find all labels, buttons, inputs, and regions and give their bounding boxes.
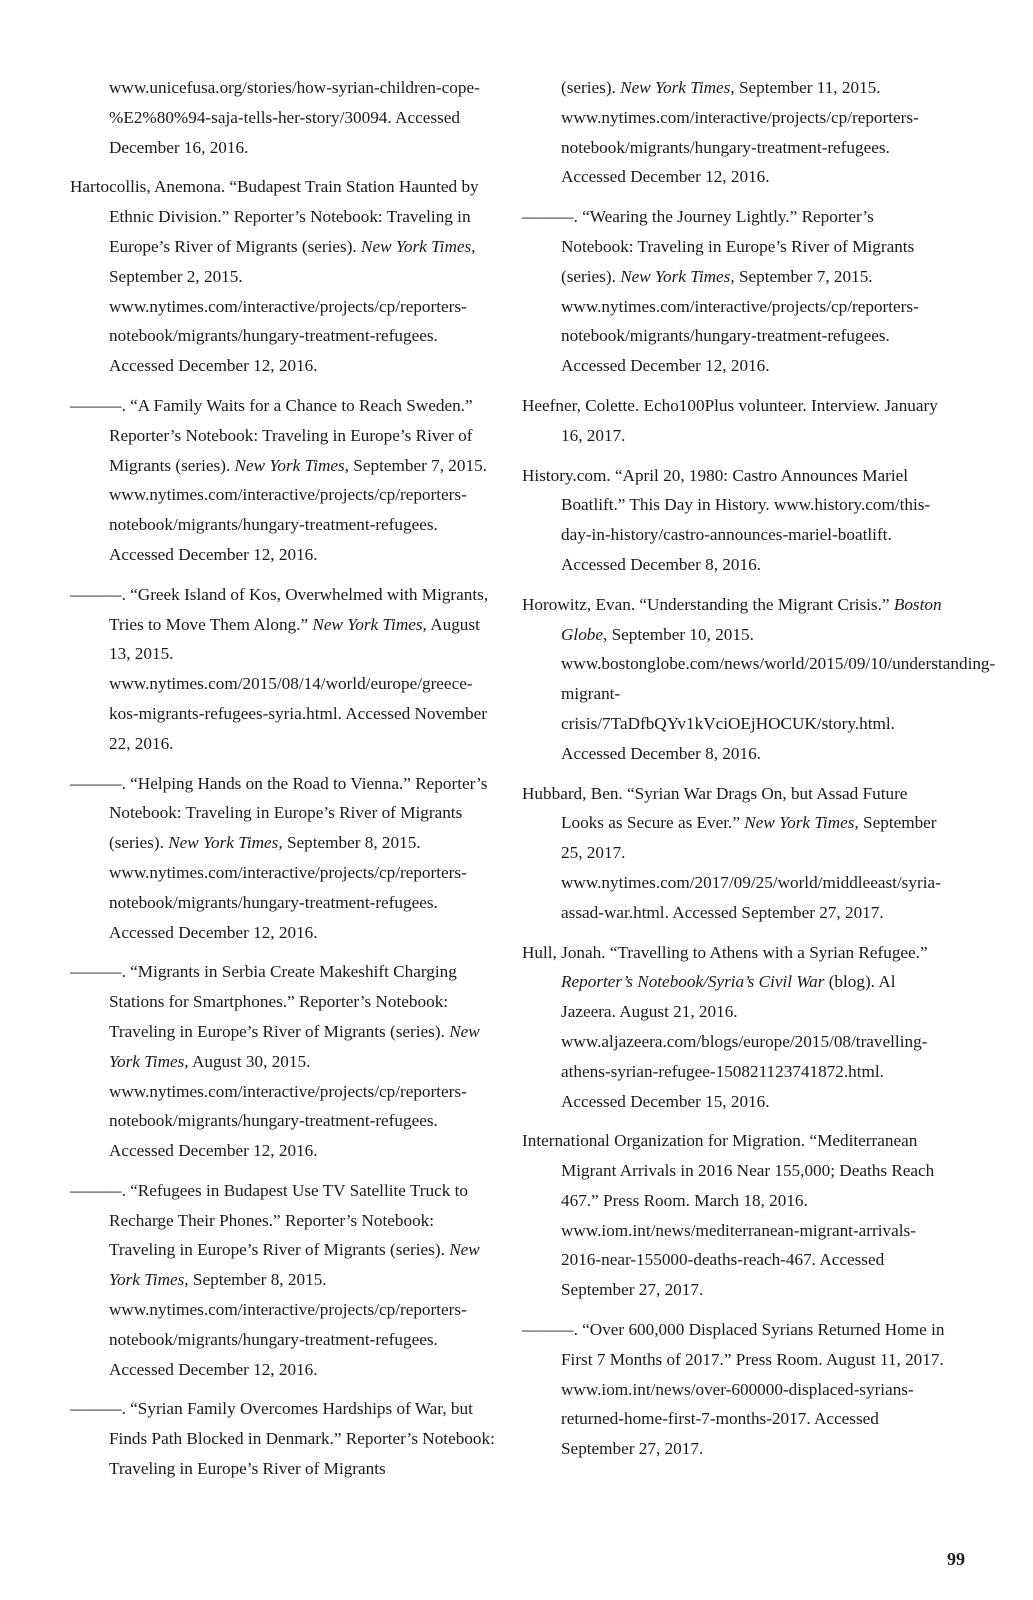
- bibliography-column-left: [70, 73, 495, 1494]
- bibliography-entry: ———. “Refugees in Budapest Use TV Satellite Truck to Recharge Their Phones.” Reporter’s Notebook: Traveling in Europe’s River of Migrants (series). New York Times, September 8, 2015. www.nytimes.com/interactive/projects/cp/reporters-notebook/migrants/hungary-treatment-refugees. Accessed December 12, 2016.: [70, 1180, 480, 1379]
- bibliography-entry: ———. “A Family Waits for a Chance to Reach Sweden.” Reporter’s Notebook: Traveling in Europe’s River of Migrants (series). New York Times, September 7, 2015. www.nytimes.com/interactive/projects/cp/reporters-notebook/migrants/hungary-treatment-refugees. Accessed December 12, 2016.: [70, 395, 487, 564]
- bibliography-entry: www.unicefusa.org/stories/how-syrian-children-cope-%E2%80%94-saja-tells-her-story/30094. Accessed December 16, 2016.: [109, 78, 480, 157]
- bibliography-entry: ———. “Syrian Family Overcomes Hardships of War, but Finds Path Blocked in Denmark.” Reporter’s Notebook: Traveling in Europe’s River of Migrants: [70, 1399, 495, 1479]
- bibliography-entry: ———. “Migrants in Serbia Create Makeshift Charging Stations for Smartphones.” Reporter’s Notebook: Traveling in Europe’s River of Migrants (series). New York Times, August 30, 2015. www.nytimes.com/interactive/projects/cp/reporters-notebook/migrants/hungary-treatment-refugees. Accessed December 12, 2016.: [70, 962, 480, 1161]
- bibliography-entry: History.com. “April 20, 1980: Castro Announces Mariel Boatlift.” This Day in History. www.history.com/this-day-in-history/castro-announces-mariel-boatlift. Accessed December 8, 2016.: [522, 465, 931, 574]
- bibliography-entry: Heefner, Colette. Echo100Plus volunteer. Interview. January 16, 2017.: [522, 395, 938, 445]
- bibliography-entry: Hubbard, Ben. “Syrian War Drags On, but Assad Future Looks as Secure as Ever.” New York Times, September 25, 2017. www.nytimes.com/2017/09/25/world/middleeast/syria-assad-war.html. Accessed September 27, 2017.: [522, 783, 941, 922]
- bibliography-column-right: [522, 73, 996, 1474]
- bibliography-entry: (series). New York Times, September 11, 2015. www.nytimes.com/interactive/projects/cp/reporters-notebook/migrants/hungary-treatment-refugees. Accessed December 12, 2016.: [561, 78, 919, 187]
- bibliography-entry: ———. “Helping Hands on the Road to Vienna.” Reporter’s Notebook: Traveling in Europe’s River of Migrants (series). New York Times, September 8, 2015. www.nytimes.com/interactive/projects/cp/reporters-notebook/migrants/hungary-treatment-refugees. Accessed December 12, 2016.: [70, 773, 488, 942]
- page-number: 99: [947, 1549, 965, 1569]
- bibliography-entry: ———. “Wearing the Journey Lightly.” Reporter’s Notebook: Traveling in Europe’s River of Migrants (series). New York Times, September 7, 2015. www.nytimes.com/interactive/projects/cp/reporters-notebook/migrants/hungary-treatment-refugees. Accessed December 12, 2016.: [522, 207, 919, 376]
- bibliography-entry: ———. “Over 600,000 Displaced Syrians Returned Home in First 7 Months of 2017.” Press Room. August 11, 2017. www.iom.int/news/over-600000-displaced-syrians-returned-home-first-7-months-2017. Accessed September 27, 2017.: [522, 1320, 945, 1459]
- bibliography-entry: Horowitz, Evan. “Understanding the Migrant Crisis.” Boston Globe, September 10, 2015. www.bostonglobe.com/news/world/2015/09/10/understanding-migrant-crisis/7TaDfbQYv1kVciOEjHOCUK/story.html. Accessed December 8, 2016.: [522, 594, 996, 763]
- bibliography-entry: Hartocollis, Anemona. “Budapest Train Station Haunted by Ethnic Division.” Reporter’s Notebook: Traveling in Europe’s River of Migrants (series). New York Times, September 2, 2015. www.nytimes.com/interactive/projects/cp/reporters-notebook/migrants/hungary-treatment-refugees. Accessed December 12, 2016.: [70, 177, 479, 376]
- bibliography-entry: International Organization for Migration. “Mediterranean Migrant Arrivals in 2016 Near 155,000; Deaths Reach 467.” Press Room. March 18, 2016. www.iom.int/news/mediterranean-migrant-arrivals-2016-near-155000-deaths-reach-467. Accessed September 27, 2017.: [522, 1131, 935, 1300]
- bibliography-entry: ———. “Greek Island of Kos, Overwhelmed with Migrants, Tries to Move Them Along.” New York Times, August 13, 2015. www.nytimes.com/2015/08/14/world/europe/greece-kos-migrants-refugees-syria.html. Accessed November 22, 2016.: [70, 584, 489, 753]
- bibliography-entry: Hull, Jonah. “Travelling to Athens with a Syrian Refugee.” Reporter’s Notebook/Syria’s Civil War (blog). Al Jazeera. August 21, 2016. www.aljazeera.com/blogs/europe/2015/08/travelling-athens-syrian-refugee-150821123741872.html. Accessed December 15, 2016.: [522, 942, 928, 1111]
